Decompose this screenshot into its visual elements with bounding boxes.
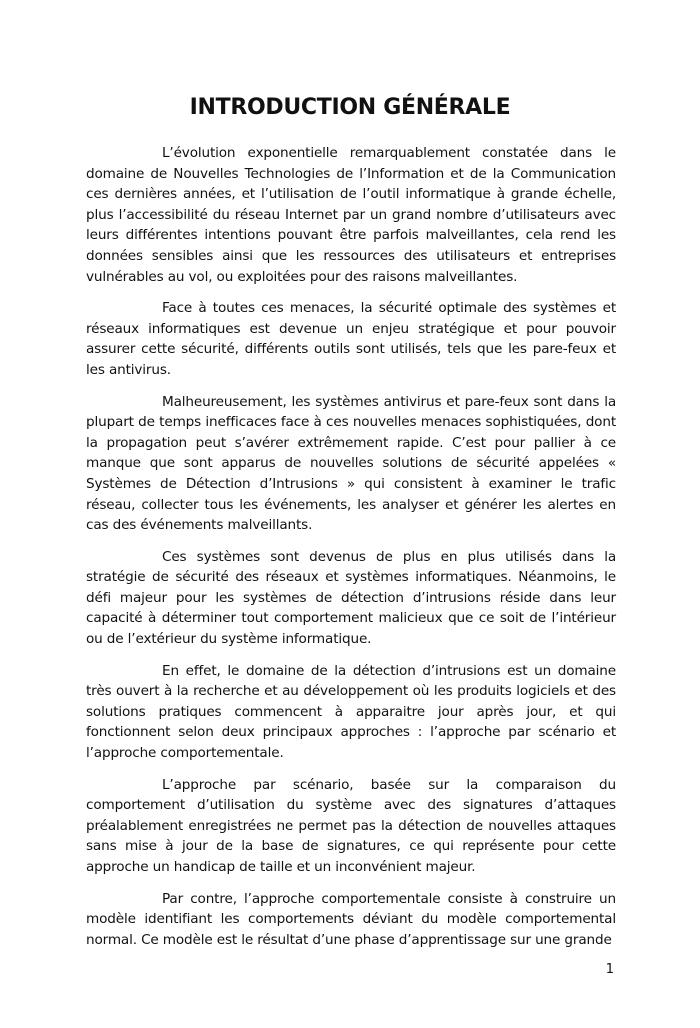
paragraph-1: L’évolution exponentielle remarquablement constatée dans le domaine de Nouvelles Technologies de l’Information et de la Communication ces dernières années, et l’utilisation de l’outil informatique à grande échelle, plus l’accessibilité du réseau Internet par un grand nombre d’utilisateurs avec leurs différentes intentions pouvant être parfois malveillantes, cela rend les données sensibles ainsi que les ressources des utilisateurs et entreprises vulnérables au vol, ou exploitées pour des raisons malveillantes. xyxy=(86,145,616,285)
paragraph-2: Face à toutes ces menaces, la sécurité optimale des systèmes et réseaux informatiques est devenue un enjeu stratégique et pour pouvoir assurer cette sécurité, différents outils sont utilisés, tels que les pare-feux et les antivirus. xyxy=(86,300,616,378)
page-title: INTRODUCTION GÉNÉRALE xyxy=(189,95,511,120)
paragraph-3: Malheureusement, les systèmes antivirus et pare-feux sont dans la plupart de temps inefficaces face à ces nouvelles menaces sophistiquées, dont la propagation peut s’avérer extrêmement rapide. C’est pour pallier à ce manque que sont apparus de nouvelles solutions de sécurité appelées « Systèmes de Détection d’Intrusions » qui consistent à examiner le trafic réseau, collecter tous les événements, les analyser et générer les alertes en cas des événements malveillants. xyxy=(86,393,616,534)
paragraph-4: Ces systèmes sont devenus de plus en plus utilisés dans la stratégie de sécurité des réseaux et systèmes informatiques. Néanmoins, le défi majeur pour les systèmes de détection d’intrusions réside dans leur capacité à déterminer tout comportement malicieux que ce soit de l’intérieur ou de l’extérieur du système informatique. xyxy=(86,548,616,648)
paragraph-5: En effet, le domaine de la détection d’intrusions est un domaine très ouvert à la recherche et au développement où les produits logiciels et des solutions pratiques commencent à apparaitre jour après jour, et qui fonctionnent selon deux principaux approches : l’approche par scénario et l’approche comportementale. xyxy=(86,662,616,762)
page-number: 1 xyxy=(605,962,614,977)
paragraph-7: Par contre, l’approche comportementale consiste à construire un modèle identifiant les comportements déviant du modèle comportemental normal. Ce modèle est le résultat d’une phase d’apprentissage sur une grande xyxy=(86,890,616,948)
body-text xyxy=(86,143,616,961)
paragraph-6: L’approche par scénario, basée sur la comparaison du comportement d’utilisation du système avec des signatures d’attaques préalablement enregistrées ne permet pas la détection de nouvelles attaques sans mise à jour de la base de signatures, ce qui représente pour cette approche un handicap de taille et un inconvénient majeur. xyxy=(86,776,616,875)
